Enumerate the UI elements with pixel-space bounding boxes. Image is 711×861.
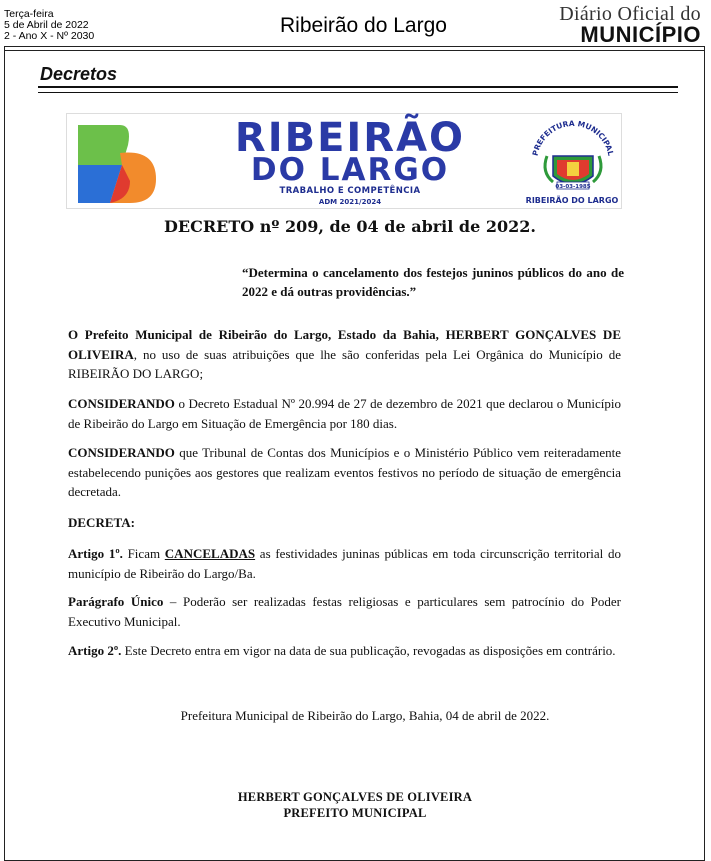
artigo-1-lead: Artigo 1º. [68,546,123,561]
artigo-1 [68,544,621,583]
frame-double-rule [4,50,705,51]
section-rule-thin [38,92,678,93]
considerando-2 [68,443,621,502]
paragrafo-unico-text: – Poderão ser realizadas festas religiosas e particulares sem patrocínio do Poder Executivo Municipal. [68,594,621,629]
decree-preamble [68,325,621,384]
artigo-2-lead: Artigo 2º. [68,643,122,658]
issue-edition: 2 - Ano X - Nº 2030 [4,30,95,42]
decree-title: DECRETO nº 209, de 04 de abril de 2022. [164,217,536,236]
decree-ementa: “Determina o cancelamento dos festejos juninos públicos do ano de 2022 e dá outras providências.” [242,265,624,299]
banner-title-line2: DO LARGO [250,152,450,188]
municipal-banner [66,113,622,209]
svg-text:PREFEITURA MUNICIPAL [531,119,616,157]
preamble-text: , no uso de suas atribuições que lhe são conferidas pela Lei Orgânica do Município de RIBEIRÃO DO LARGO; [68,346,621,381]
paragrafo-unico [68,592,621,631]
considerando-1-text: o Decreto Estadual Nº 20.994 de 27 de dezembro de 2021 que declarou o Município de Ribeirão do Largo em Situação de Emergência por 180 dias. [68,396,621,431]
seal-caption: RIBEIRÃO DO LARGO [525,196,619,205]
banner-title-line1: RIBEIRÃO [234,115,466,161]
decreta-heading [68,513,621,533]
artigo-2 [68,641,621,661]
section-heading: Decretos [40,64,118,84]
issue-info [4,9,94,42]
considerando-2-text: que Tribunal de Contas dos Municípios e o Ministério Público vem reiteradamente estabelecendo punições aos gestores que realizam eventos festivos no período de situação de emergência decretada. [68,445,621,499]
considerando-2-lead: CONSIDERANDO [68,445,175,460]
considerando-1 [68,394,621,433]
section-rule-thick [38,86,678,88]
preamble-bold: O Prefeito Municipal de Ribeirão do Largo, Estado da Bahia, HERBERT GONÇALVES DE OLIVEIRA [68,327,621,362]
issue-weekday: Terça-feira [4,8,54,20]
seal-arc-text: PREFEITURA MUNICIPAL [530,118,616,157]
artigo-1-emphasis: CANCELADAS [164,546,256,561]
masthead [0,0,711,46]
artigo-1-text: as festividades juninas públicas em toda circunscrição territorial do município de Ribeirão do Largo/Ba. [68,546,621,581]
banner-slogan: TRABALHO E COMPETÊNCIA [279,186,421,196]
decreta-label: DECRETA: [68,515,135,530]
city-title: Ribeirão do Largo [280,14,447,37]
city-logo-icon [70,119,162,205]
paper-logo [559,4,701,46]
artigo-1-pre: Ficam [122,546,165,561]
municipal-seal-icon [523,116,623,198]
signatory-name: HERBERT GONÇALVES DE OLIVEIRA [237,790,473,804]
paper-name-line1: Diário Oficial do [559,3,701,25]
closing-line: Prefeitura Municipal de Ribeirão do Largo, Bahia, 04 de abril de 2022. [180,708,550,723]
banner-term: ADM 2021/2024 [318,198,382,206]
considerando-1-lead: CONSIDERANDO [68,396,175,411]
paragrafo-unico-lead: Parágrafo Único [68,594,164,609]
paper-name-line2: MUNICÍPIO [580,22,701,47]
signatory-role: PREFEITO MUNICIPAL [283,806,427,820]
issue-date: 5 de Abril de 2022 [4,19,89,31]
artigo-2-text: Este Decreto entra em vigor na data de sua publicação, revogadas as disposições em contrário. [121,643,616,658]
seal-year: 03-03-1985 [555,184,591,190]
